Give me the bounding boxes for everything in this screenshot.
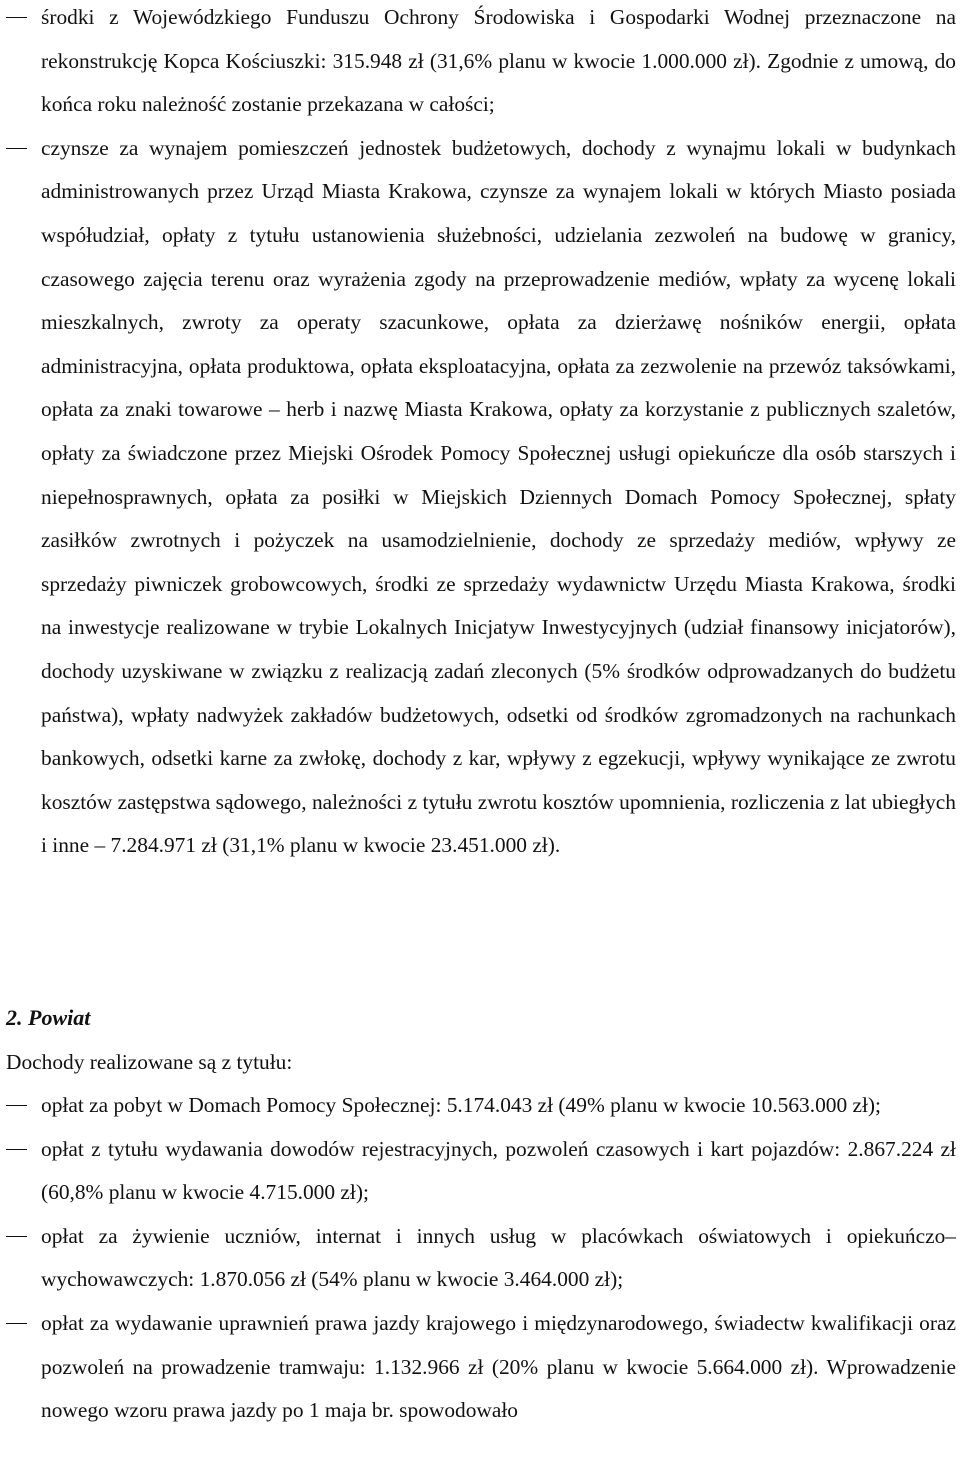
list-item-text: czynsze za wynajem pomieszczeń jednostek budżetowych, dochody z wynajmu lokali w budynkach administrowanych przez Urząd Miasta Krakowa, czynsze za wynajem lokali w których Miasto posiada współudział, opłaty z tytułu ustanowienia służebności, udzielania zezwoleń na budowę w granicy, czasowego zajęcia terenu oraz wyrażenia zgody na przeprowadzenie mediów, wpłaty za wycenę lokali mieszkalnych, zwroty za operaty szacunkowe, opłata za dzierżawę nośników energii, opłata administracyjna, opłata produktowa, opłata eksploatacyjna, opłata za zezwolenie na przewóz taksówkami, opłata za znaki towarowe – herb i nazwę Miasta Krakowa, opłaty za korzystanie z publicznych szaletów, opłaty za świadczone przez Miejski Ośrodek Pomocy Społecznej usługi opiekuńcze dla osób starszych i niepełnosprawnych, opłata za posiłki w Miejskich Dziennych Domach Pomocy Społecznej, spłaty zasiłków zwrotnych i pożyczek na usamodzielnienie, dochody ze sprzedaży mediów, wpływy ze sprzedaży piwniczek grobowcowych, środki ze sprzedaży wydawnictw Urzędu Miasta Krakowa, środki na inwestycje realizowane w trybie Lokalnych Inicjatyw Inwestycyjnych (udział finansowy inicjatorów), dochody uzyskiwane w związku z realizacją zadań zleconych (5% środków odprowadzanych do budżetu państwa), wpłaty nadwyżek zakładów budżetowych, odsetki od środków zgromadzonych na rachunkach bankowych, odsetki karne za zwłokę, dochody z kar, wpływy z egzekucji, wpływy wynikające ze zwrotu kosztów zastępstwa sądowego, należności z tytułu zwrotu kosztów upomnienia, rozliczenia z lat ubiegłych i inne – 7.284.971 zł (31,1% planu w kwocie 23.451.000 zł). [41, 135, 956, 858]
list-item [0, 1215, 960, 1302]
dash-bullet-icon [6, 1105, 27, 1106]
dash-bullet-icon [6, 1323, 27, 1324]
list-item [0, 1302, 960, 1433]
list-item [0, 1084, 960, 1128]
dash-bullet-icon [6, 17, 27, 18]
list-item [0, 127, 960, 868]
list-item-text: opłat z tytułu wydawania dowodów rejestracyjnych, pozwoleń czasowych i kart pojazdów: 2.867.224 zł (60,8% planu w kwocie 4.715.000 zł); [41, 1136, 956, 1205]
list-item-text: opłat za żywienie uczniów, internat i innych usług w placówkach oświatowych i opiekuńczo–wychowawczych: 1.870.056 zł (54% planu w kwocie 3.464.000 zł); [41, 1223, 956, 1292]
section-heading: 2. Powiat [6, 1005, 91, 1030]
dash-bullet-icon [6, 1236, 27, 1237]
dash-bullet-icon [6, 148, 27, 149]
list-item-text: opłat za pobyt w Domach Pomocy Społecznej: 5.174.043 zł (49% planu w kwocie 10.563.000 zł); [41, 1093, 882, 1117]
section2-list [0, 1084, 960, 1433]
list-item [0, 1128, 960, 1215]
list-item [0, 0, 960, 127]
dash-bullet-icon [6, 1149, 27, 1150]
section-intro: Dochody realizowane są z tytułu: [6, 1050, 293, 1074]
list-item-text: środki z Wojewódzkiego Funduszu Ochrony Środowiska i Gospodarki Wodnej przeznaczone na rekonstrukcję Kopca Kościuszki: 315.948 zł (31,6% planu w kwocie 1.000.000 zł). Zgodnie z umową, do końca roku należność zostanie przekazana w całości; [41, 5, 956, 117]
list-item-text: opłat za wydawanie uprawnień prawa jazdy krajowego i międzynarodowego, świadectw kwalifikacji oraz pozwoleń na prowadzenie tramwaju: 1.132.966 zł (20% planu w kwocie 5.664.000 zł). Wprowadzenie nowego wzoru prawa jazdy po 1 maja br. spowodowało [41, 1310, 956, 1423]
